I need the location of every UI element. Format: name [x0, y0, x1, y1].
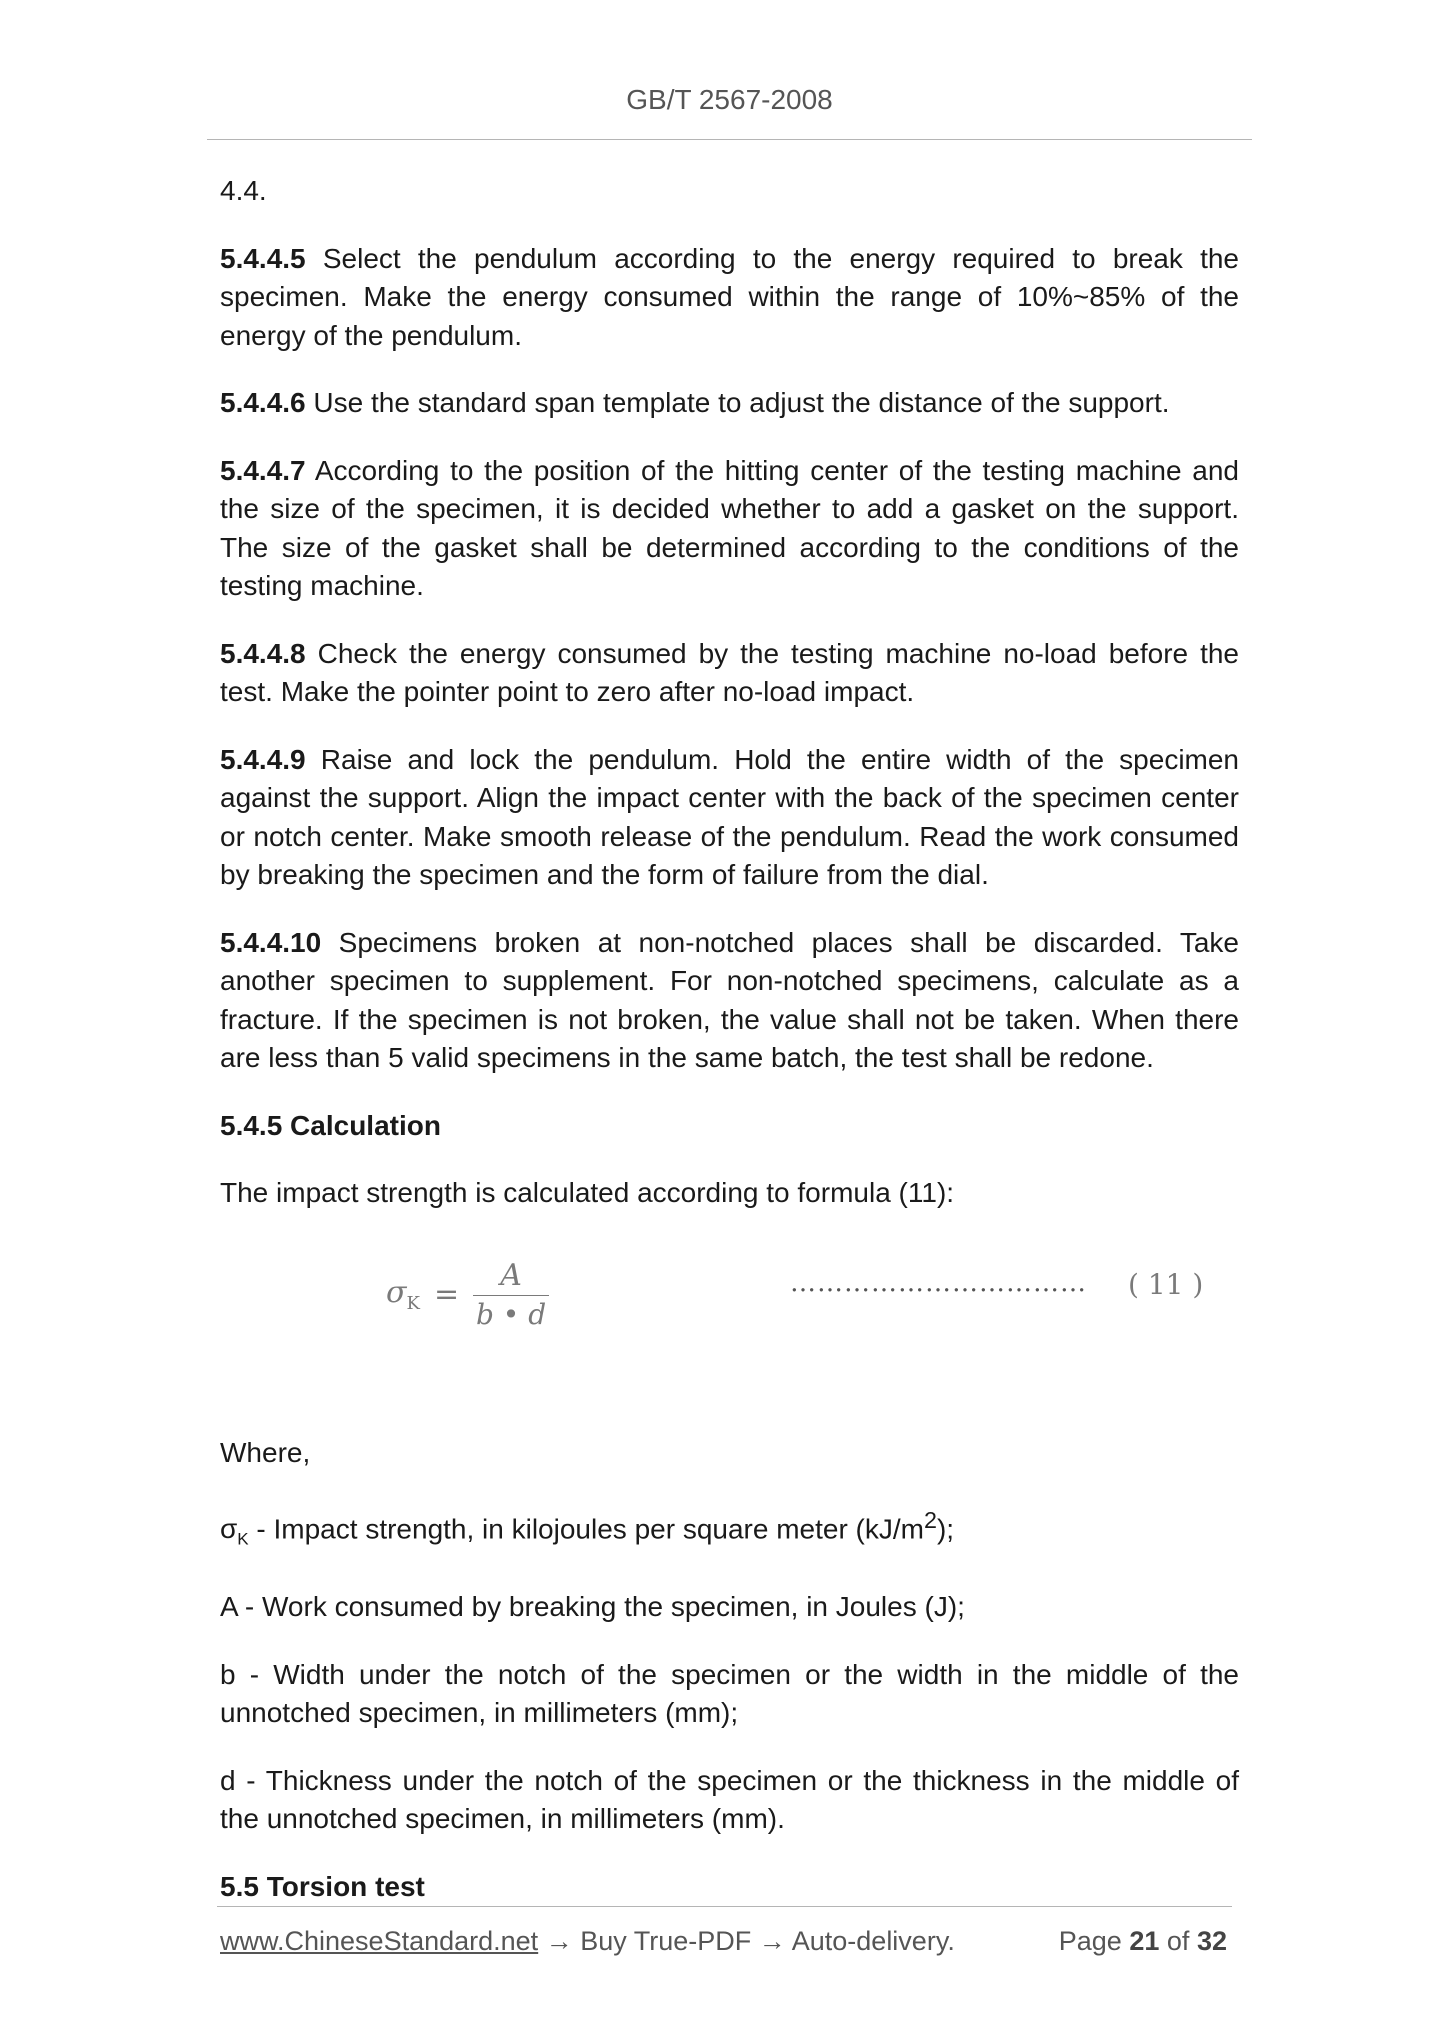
continued-fragment: 4.4.: [220, 175, 267, 206]
definition-b: b - Width under the notch of the specimen or the width in the middle of the unnotched specimen, in millimeters (mm);: [220, 1658, 1239, 1729]
definition-sigma: [220, 1501, 1239, 1559]
clause-5-4-4-8: [220, 635, 1239, 712]
section-heading-calculation: [220, 1107, 1239, 1146]
definition-end: );: [936, 1513, 955, 1545]
clause-text: Select the pendulum according to the energy required to break the specimen. Make the energy consumed within the range of 10%~85% of the energy of the pendulum.: [220, 242, 1240, 351]
impact-strength-formula: [386, 1258, 549, 1331]
of-label: of: [1166, 1926, 1190, 1956]
clause-5-4-4-9: [220, 741, 1239, 895]
clause-number: 5.4.4.5: [220, 242, 306, 274]
fraction-numerator: A: [500, 1257, 522, 1293]
footer-promo: [220, 1926, 955, 1957]
sigma-symbol: σ: [386, 1274, 407, 1310]
clause-text: Use the standard span template to adjust the distance of the support.: [313, 387, 1170, 418]
footer-divider: [217, 1906, 1232, 1907]
unit-exponent: 2: [924, 1507, 937, 1533]
promo-text: → Buy True-PDF → Auto-delivery.: [538, 1926, 955, 1956]
formula-lhs: [386, 1275, 420, 1314]
where-label: Where,: [220, 1436, 311, 1468]
dot-leader: ……………………………: [790, 1267, 1087, 1298]
clause-text: Check the energy consumed by the testing machine no-load before the test. Make the pointer point to zero after no-load impact.: [220, 637, 1240, 707]
clause-number: 5.4.4.8: [220, 637, 306, 669]
page-indicator: [1059, 1926, 1227, 1957]
fraction-denominator: b • d: [475, 1297, 547, 1331]
definition-symbol: [220, 1513, 249, 1549]
formula-block: [220, 1242, 1239, 1390]
clause-number: 5.4.4.7: [220, 454, 306, 486]
document-body: [220, 172, 1239, 1935]
definition-text: - Impact strength, in kilojoules per square meter (kJ/m: [248, 1513, 924, 1545]
sigma-subscript: K: [406, 1292, 420, 1314]
sigma-subscript: K: [237, 1529, 249, 1549]
clause-text: According to the position of the hitting center of the testing machine and the size of the specimen, it is decided whether to add a gasket on the support. The size of the gasket shall be determined according to the conditions of the testing machine.: [220, 454, 1240, 601]
clause-number: 5.4.4.10: [220, 926, 322, 958]
clause-5-4-4-5: [220, 240, 1239, 356]
heading-text: 5.4.5 Calculation: [220, 1109, 441, 1141]
heading-text: 5.5 Torsion test: [220, 1870, 425, 1902]
page-label: Page: [1058, 1926, 1122, 1956]
clause-number: 5.4.4.6: [220, 387, 306, 418]
clause-5-4-4-7: [220, 452, 1239, 606]
clause-text: Specimens broken at non-notched places shall be discarded. Take another specimen to supplement. For non-notched specimens, calculate as a fracture. If the specimen is not broken, the value shall not be taken. When there are less than 5 valid specimens in the same batch, the test shall be redone.: [220, 926, 1239, 1073]
page-header: GB/T 2567-2008: [626, 84, 833, 115]
formula-intro: The impact strength is calculated according to formula (11):: [220, 1177, 955, 1208]
definition-a: A - Work consumed by breaking the specimen, in Joules (J);: [220, 1591, 965, 1623]
section-heading-torsion: [220, 1868, 1239, 1907]
fraction: [473, 1258, 549, 1331]
sigma-symbol: σ: [220, 1513, 238, 1545]
total-pages: 32: [1196, 1926, 1227, 1956]
clause-number: 5.4.4.9: [220, 743, 306, 775]
equals-sign: =: [433, 1276, 460, 1312]
clause-5-4-4-10: [220, 924, 1239, 1078]
equation-number: ( 11 ): [1128, 1267, 1204, 1301]
clause-5-4-4-6: [220, 384, 1239, 423]
definition-d: d - Thickness under the notch of the specimen or the thickness in the middle of the unnotched specimen, in millimeters (mm).: [220, 1764, 1239, 1835]
current-page: 21: [1129, 1926, 1160, 1956]
header-divider: [207, 139, 1252, 140]
website-link[interactable]: www.ChineseStandard.net: [220, 1926, 539, 1956]
fraction-bar: [473, 1295, 549, 1296]
clause-text: Raise and lock the pendulum. Hold the entire width of the specimen against the support. Align the impact center with the back of the specimen center or notch center. Make smooth release of the pendulum. Read the work consumed by breaking the specimen and the form of failure from the dial.: [220, 743, 1240, 890]
